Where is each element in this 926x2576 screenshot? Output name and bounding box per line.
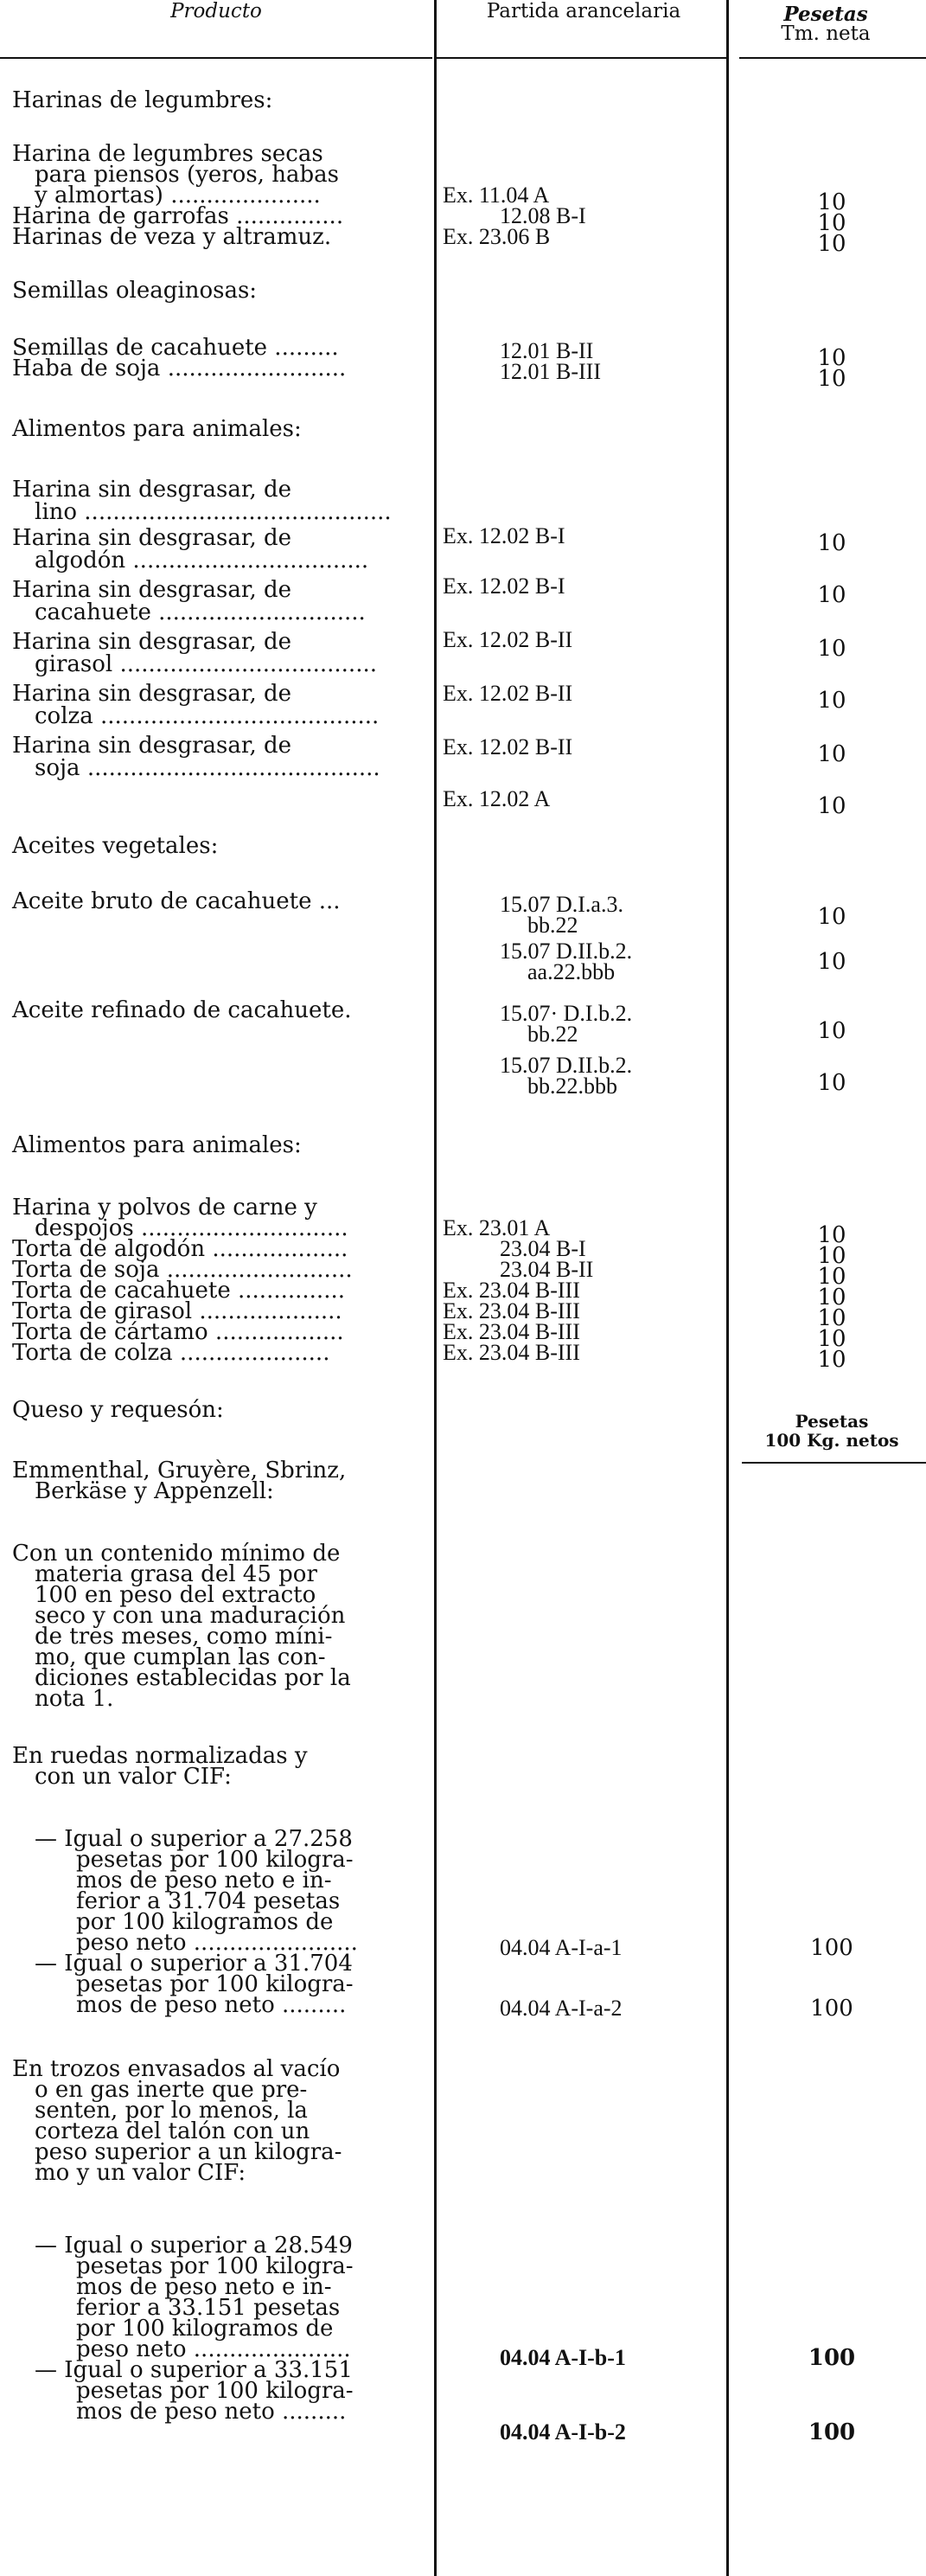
section-heading: Alimentos para animales: xyxy=(12,416,302,442)
duty-value: 10 xyxy=(817,1285,846,1310)
product-line: de tres meses, como míni- xyxy=(35,1624,333,1650)
product-line: cacahuete ............................. xyxy=(35,599,366,625)
product-line: materia grasa del 45 por xyxy=(35,1561,317,1587)
product-line: Emmenthal, Gruyère, Sbrinz, xyxy=(12,1458,347,1483)
tariff-code: 15.07· D.I.b.2. xyxy=(500,1001,633,1026)
tariff-code: Ex. 23.04 B-III xyxy=(443,1278,580,1303)
tariff-code: bb.22 xyxy=(527,913,578,938)
product-line: Aceite bruto de cacahuete ... xyxy=(12,888,341,914)
tariff-code: bb.22 xyxy=(527,1022,578,1047)
tariff-code: 04.04 A-I-b-1 xyxy=(500,2345,626,2370)
product-line: peso neto ...................... xyxy=(76,2336,351,2362)
product-line: Harina y polvos de carne y xyxy=(12,1195,317,1221)
duty-value: 10 xyxy=(817,189,846,215)
header-producto: Producto xyxy=(170,0,262,22)
tariff-code: Ex. 23.04 B-III xyxy=(443,1298,580,1323)
tariff-code: Ex. 12.02 B-II xyxy=(443,681,573,706)
tariff-code: Ex. 12.02 B-II xyxy=(443,734,573,759)
tariff-code: 04.04 A-I-b-2 xyxy=(500,2419,626,2445)
pesetas-kg-label: Pesetas xyxy=(795,1411,869,1432)
product-line: soja ......................................... xyxy=(35,755,380,781)
product-line: Berkäse y Appenzell: xyxy=(35,1478,274,1504)
product-line: por 100 kilogramos de xyxy=(76,2316,334,2342)
product-line: — Igual o superior a 28.549 xyxy=(35,2233,353,2259)
product-line: colza ....................................... xyxy=(35,703,380,729)
product-line: Aceite refinado de cacahuete. xyxy=(12,997,352,1023)
product-line: pesetas por 100 kilogra- xyxy=(76,2378,354,2404)
product-line: nota 1. xyxy=(35,1686,114,1712)
product-line: Harina sin desgrasar, de xyxy=(12,733,292,759)
tariff-code: 15.07 D.II.b.2. xyxy=(500,1053,633,1078)
product-line: — Igual o superior a 27.258 xyxy=(35,1826,353,1852)
product-line: corteza del talón con un xyxy=(35,2118,310,2144)
duty-value: 10 xyxy=(817,1305,846,1331)
column-divider-1 xyxy=(434,0,437,2576)
tariff-code: Ex. 12.02 A xyxy=(443,786,551,811)
product-line: Torta de colza ..................... xyxy=(12,1340,330,1366)
product-line: pesetas por 100 kilogra- xyxy=(76,2253,354,2279)
tariff-code: 04.04 A-I-a-1 xyxy=(500,1935,623,1960)
product-line: 100 en peso del extracto xyxy=(35,1582,316,1608)
tariff-code: Ex. 23.04 B-III xyxy=(443,1340,580,1365)
section-heading: Aceites vegetales: xyxy=(12,833,219,859)
product-line: ferior a 33.151 pesetas xyxy=(76,2295,341,2321)
duty-value: 10 xyxy=(817,231,846,257)
product-line: Harina sin desgrasar, de xyxy=(12,681,292,707)
product-line: peso superior a un kilogra- xyxy=(35,2139,342,2165)
duty-value: 10 xyxy=(817,1222,846,1248)
product-line: Semillas de cacahuete ......... xyxy=(12,335,339,361)
duty-value: 10 xyxy=(817,636,846,662)
section-heading: Semillas oleaginosas: xyxy=(12,278,258,304)
tariff-code: Ex. 12.02 B-I xyxy=(443,574,565,599)
duty-value: 10 xyxy=(817,582,846,608)
tariff-code: 15.07 D.I.a.3. xyxy=(500,892,623,917)
header-pesetas: Pesetas xyxy=(783,3,868,26)
product-line: girasol .................................... xyxy=(35,651,377,677)
duty-value: 10 xyxy=(817,904,846,930)
duty-value: 10 xyxy=(817,210,846,236)
section-heading: Alimentos para animales: xyxy=(12,1132,302,1158)
header-rule-3 xyxy=(739,57,926,59)
header-partida: Partida arancelaria xyxy=(486,0,681,22)
tariff-code: Ex. 23.01 A xyxy=(443,1215,551,1240)
product-line: seco y con una maduración xyxy=(35,1603,346,1629)
tariff-code: 04.04 A-I-a-2 xyxy=(500,1996,623,2021)
header-rule-1 xyxy=(0,57,432,59)
product-line: Torta de soja .......................... xyxy=(12,1257,353,1283)
tariff-code: Ex. 12.02 B-I xyxy=(443,523,565,548)
duty-value: 10 xyxy=(817,366,846,392)
tariff-code: 23.04 B-II xyxy=(500,1257,594,1282)
header-tm: Tm. neta xyxy=(781,22,871,45)
duty-value: 100 xyxy=(810,1935,853,1961)
product-line: mos de peso neto ......... xyxy=(76,1992,347,2018)
duty-value: 10 xyxy=(817,741,846,767)
product-line: Harina de garrofas ............... xyxy=(12,203,344,229)
product-line: Harina sin desgrasar, de xyxy=(12,577,292,603)
tariff-code: Ex. 12.02 B-II xyxy=(443,627,573,652)
tariff-code: bb.22.bbb xyxy=(527,1073,617,1099)
duty-value: 100 xyxy=(810,1996,853,2022)
product-line: para piensos (yeros, habas xyxy=(35,162,339,188)
product-line: mo, que cumplan las con- xyxy=(35,1644,326,1670)
product-line: Torta de girasol .................... xyxy=(12,1298,342,1324)
product-line: En trozos envasados al vacío xyxy=(12,2056,341,2082)
duty-value: 10 xyxy=(817,1018,846,1044)
duty-value: 100 xyxy=(808,2345,856,2371)
product-line: Harinas de veza y altramuz. xyxy=(12,224,332,250)
tariff-code: Ex. 23.06 B xyxy=(443,224,551,249)
tariff-code: 12.01 B-II xyxy=(500,338,594,363)
product-line: mo y un valor CIF: xyxy=(35,2160,246,2186)
tariff-code: Ex. 11.04 A xyxy=(443,183,550,208)
product-line: Haba de soja ......................... xyxy=(12,356,347,381)
product-line: Harina sin desgrasar, de xyxy=(12,477,292,503)
product-line: ferior a 31.704 pesetas xyxy=(76,1888,341,1914)
product-line: Torta de cacahuete ............... xyxy=(12,1278,345,1304)
product-line: mos de peso neto ......... xyxy=(76,2399,347,2425)
product-line: diciones establecidas por la xyxy=(35,1665,351,1691)
tariff-code: 15.07 D.II.b.2. xyxy=(500,939,633,964)
product-line: lino ........................................... xyxy=(35,499,392,525)
column-divider-2 xyxy=(726,0,729,2576)
duty-value: 10 xyxy=(817,1347,846,1373)
product-line: Harina sin desgrasar, de xyxy=(12,525,292,551)
tariff-code: aa.22.bbb xyxy=(527,959,616,984)
section-heading: Harinas de legumbres: xyxy=(12,87,273,113)
product-line: despojos ............................. xyxy=(35,1215,348,1241)
duty-value: 10 xyxy=(817,1243,846,1269)
duty-value: 100 xyxy=(808,2419,856,2445)
unit-rule xyxy=(742,1462,926,1464)
product-line: Harina sin desgrasar, de xyxy=(12,629,292,655)
product-line: o en gas inerte que pre- xyxy=(35,2077,308,2103)
product-line: En ruedas normalizadas y xyxy=(12,1743,308,1769)
tariff-code: Ex. 23.04 B-III xyxy=(443,1319,580,1344)
product-line: pesetas por 100 kilogra- xyxy=(76,1971,354,1997)
pesetas-kg-label: 100 Kg. netos xyxy=(764,1430,899,1451)
product-line: por 100 kilogramos de xyxy=(76,1909,334,1935)
duty-value: 10 xyxy=(817,345,846,371)
tariff-code: 23.04 B-I xyxy=(500,1236,586,1261)
product-line: — Igual o superior a 31.704 xyxy=(35,1951,353,1977)
product-line: y almortas) ..................... xyxy=(35,183,321,208)
product-line: mos de peso neto e in- xyxy=(76,2274,332,2300)
product-line: algodón ................................. xyxy=(35,548,369,574)
product-line: mos de peso neto e in- xyxy=(76,1868,332,1894)
duty-value: 10 xyxy=(817,949,846,975)
product-line: Harina de legumbres secas xyxy=(12,141,323,167)
duty-value: 10 xyxy=(817,688,846,714)
tariff-code: 12.01 B-III xyxy=(500,359,601,384)
product-line: pesetas por 100 kilogra- xyxy=(76,1847,354,1873)
duty-value: 10 xyxy=(817,1070,846,1096)
duty-value: 10 xyxy=(817,530,846,556)
product-line: senten, por lo menos, la xyxy=(35,2098,308,2124)
duty-value: 10 xyxy=(817,793,846,819)
product-line: con un valor CIF: xyxy=(35,1764,232,1790)
product-line: peso neto ....................... xyxy=(76,1930,358,1956)
product-line: Torta de algodón ................... xyxy=(12,1236,348,1262)
header-rule-2 xyxy=(437,57,726,59)
duty-value: 10 xyxy=(817,1326,846,1352)
product-line: Con un contenido mínimo de xyxy=(12,1541,341,1567)
duty-value: 10 xyxy=(817,1264,846,1290)
product-line: Torta de cártamo .................. xyxy=(12,1319,344,1345)
product-line: — Igual o superior a 33.151 xyxy=(35,2357,353,2383)
section-heading: Queso y requesón: xyxy=(12,1397,224,1423)
tariff-code: 12.08 B-I xyxy=(500,203,586,228)
